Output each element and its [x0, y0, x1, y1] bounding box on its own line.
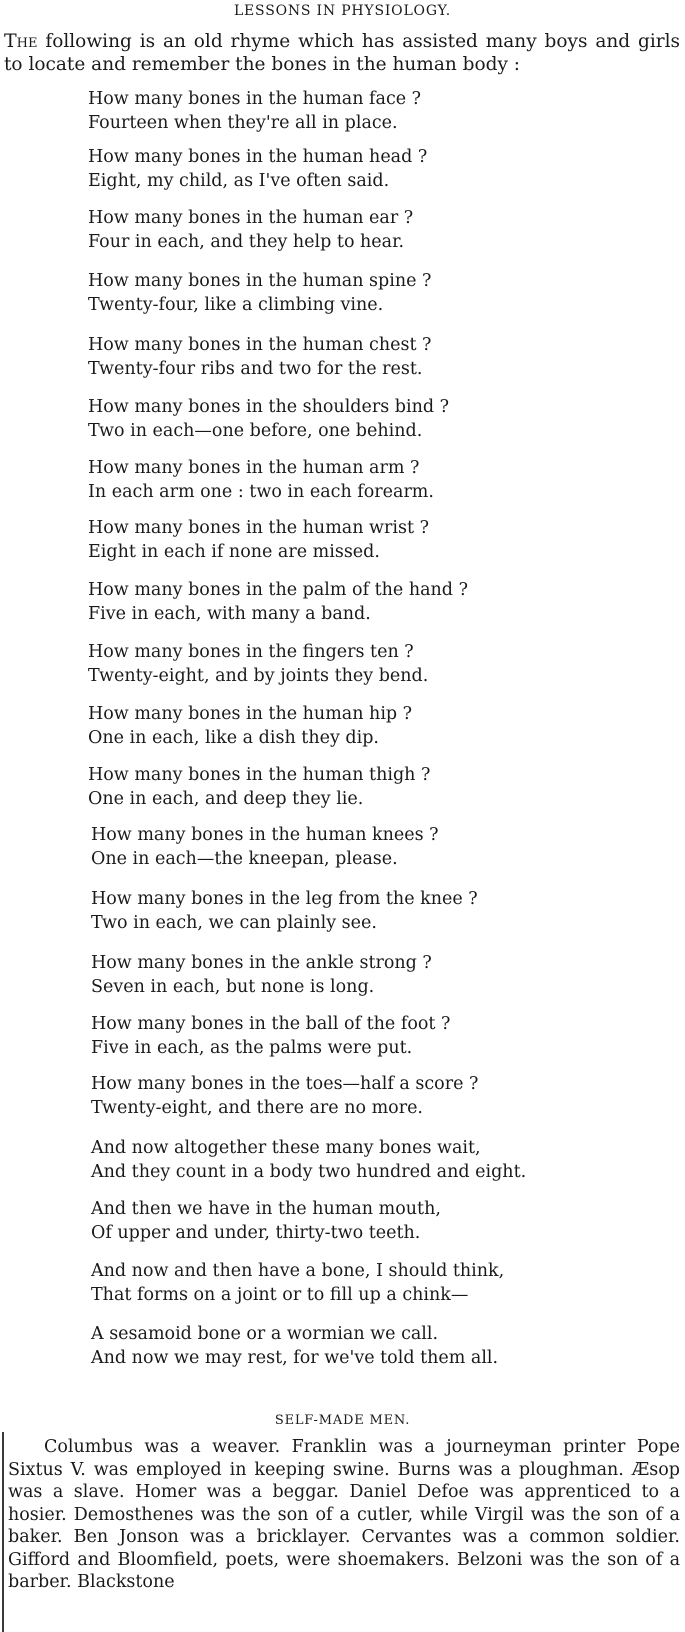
stanza-answer: Eight, my child, as I've often said.: [88, 170, 390, 191]
stanza-question: How many bones in the human face ?: [88, 89, 422, 109]
stanza-question: How many bones in the human thigh ?: [88, 765, 431, 785]
stanza-question: How many bones in the human arm ?: [88, 458, 420, 478]
stanza-question: How many bones in the leg from the knee ?: [91, 889, 478, 909]
stanza-answer: Fourteen when they're all in place.: [88, 112, 398, 133]
stanza-answer: Of upper and under, thirty-two teeth.: [91, 1222, 421, 1243]
column-rule: [2, 1432, 4, 1632]
stanza: [88, 146, 427, 193]
stanza: [91, 952, 432, 999]
self-made-men-paragraph: [8, 1436, 680, 1594]
stanza-answer: Five in each, as the palms were put.: [91, 1037, 413, 1058]
stanza-answer: Two in each—one before, one behind.: [88, 420, 423, 441]
stanza-question: How many bones in the human knees ?: [91, 825, 439, 845]
stanza: [88, 579, 468, 626]
stanza-answer: Five in each, with many a band.: [88, 603, 371, 624]
stanza-question: How many bones in the human chest ?: [88, 335, 432, 355]
stanza-answer: Twenty-eight, and there are no more.: [91, 1097, 423, 1118]
stanza-answer: Eight in each if none are missed.: [88, 541, 380, 562]
stanza-question: A sesamoid bone or a wormian we call.: [91, 1324, 439, 1344]
stanza-answer: One in each, like a dish they dip.: [88, 727, 379, 748]
intro-text: following is an old rhyme which has assisted many boys and girls to locate and remember the bones in the human body :: [4, 31, 680, 75]
stanza-question: And now altogether these many bones wait,: [91, 1138, 481, 1158]
section-title: SELF-MADE MEN.: [274, 1413, 411, 1428]
intro-lead-word: The: [4, 30, 38, 52]
stanza: [91, 1013, 450, 1060]
stanza-answer: Twenty-four, like a climbing vine.: [88, 294, 384, 315]
stanza-answer: Seven in each, but none is long.: [91, 976, 375, 997]
stanza: [88, 334, 431, 381]
stanza-question: How many bones in the human hip ?: [88, 704, 413, 724]
page-title: LESSONS IN PHYSIOLOGY.: [233, 3, 452, 19]
stanza-answer: Twenty-eight, and by joints they bend.: [88, 665, 429, 686]
stanza: [88, 396, 449, 443]
stanza: [88, 457, 434, 504]
stanza: [91, 888, 478, 935]
stanza: [88, 517, 429, 564]
stanza-answer: Twenty-four ribs and two for the rest.: [88, 358, 423, 379]
stanza-answer: Four in each, and they help to hear.: [88, 231, 405, 252]
intro-paragraph: [4, 30, 680, 76]
stanza-answer: And they count in a body two hundred and eight.: [91, 1161, 527, 1182]
stanza-answer: In each arm one : two in each forearm.: [88, 481, 434, 502]
stanza-question: And then we have in the human mouth,: [91, 1199, 441, 1219]
stanza: [88, 703, 412, 750]
stanza-question: How many bones in the fingers ten ?: [88, 642, 414, 662]
stanza: [88, 764, 430, 811]
stanza-question: How many bones in the palm of the hand ?: [88, 580, 468, 600]
stanza-answer: And now we may rest, for we've told them all.: [91, 1347, 499, 1368]
stanza-answer: One in each, and deep they lie.: [88, 788, 364, 809]
paragraph-text: Columbus was a weaver. Franklin was a journeyman printer Pope Sixtus V. was employed in keeping swine. Burns was a ploughman. Æsop was a slave. Homer was a beggar. Daniel Defoe was apprenticed to a hosier. Demosthenes was the son of a cutler, while Virgil was the son of a baker. Ben Jonson was a bricklayer. Cervantes was a common soldier. Gifford and Bloomfield, poets, were shoemakers. Belzoni was the son of a barber. Blackstone: [8, 1437, 680, 1592]
stanza-question: How many bones in the ankle strong ?: [91, 953, 432, 973]
stanza: [91, 1198, 441, 1245]
stanza-question: How many bones in the human wrist ?: [88, 518, 429, 538]
stanza: [91, 1323, 498, 1370]
stanza: [91, 1137, 526, 1184]
stanza: [88, 641, 428, 688]
stanza: [88, 207, 413, 254]
stanza-question: How many bones in the human spine ?: [88, 271, 432, 291]
stanza-answer: Two in each, we can plainly see.: [91, 912, 377, 933]
stanza-answer: That forms on a joint or to fill up a chink—: [91, 1284, 469, 1305]
stanza-question: How many bones in the ball of the foot ?: [91, 1014, 451, 1034]
stanza: [91, 1260, 504, 1307]
stanza: [91, 824, 439, 871]
stanza-question: How many bones in the human ear ?: [88, 208, 414, 228]
stanza: [91, 1073, 478, 1120]
stanza: [88, 270, 431, 317]
stanza-question: How many bones in the shoulders bind ?: [88, 397, 449, 417]
stanza-answer: One in each—the kneepan, please.: [91, 848, 398, 869]
stanza-question: How many bones in the toes—half a score ?: [91, 1074, 479, 1094]
stanza-question: How many bones in the human head ?: [88, 147, 428, 167]
stanza: [88, 88, 421, 135]
stanza-question: And now and then have a bone, I should think,: [91, 1261, 505, 1281]
